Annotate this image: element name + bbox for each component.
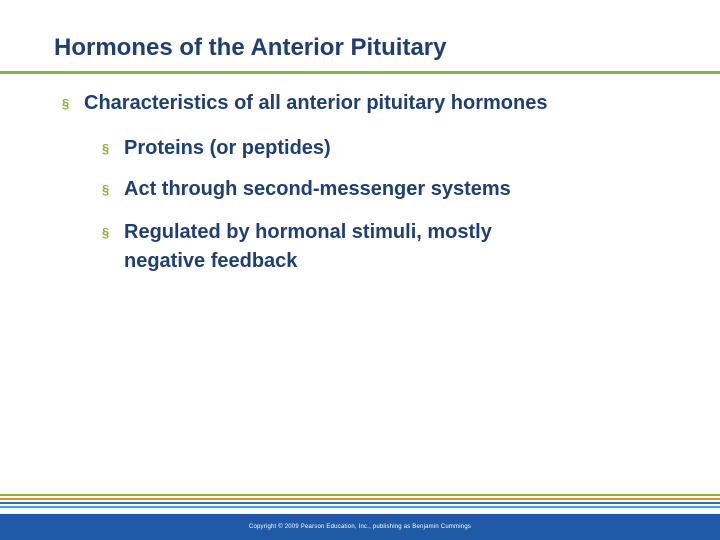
square-bullet-icon: § [62, 96, 70, 111]
bullet-level2 [102, 134, 662, 163]
bullet-level2 [102, 218, 572, 276]
title-underline [0, 71, 720, 74]
bullet-level1 [62, 89, 702, 118]
bullet-level2 [102, 175, 662, 204]
copyright-text: Copyright © 2009 Pearson Education, Inc., publishing as Benjamin Cummings [248, 524, 472, 530]
bullet-text: Regulated by hormonal stimuli, mostly negative feedback [124, 221, 492, 272]
footer-stripes [0, 494, 720, 510]
square-bullet-icon: § [102, 225, 110, 240]
bullet-text: Act through second-messenger systems [124, 178, 511, 200]
slide-title: Hormones of the Anterior Pituitary [54, 34, 447, 61]
square-bullet-icon: § [102, 141, 110, 156]
bullet-text: Characteristics of all anterior pituitary hormones [84, 92, 548, 114]
square-bullet-icon: § [102, 182, 110, 197]
stripe-blue [0, 502, 720, 504]
stripe-teal [0, 506, 720, 508]
stripe-green [0, 494, 720, 496]
bullet-text: Proteins (or peptides) [124, 137, 331, 159]
stripe-orange [0, 498, 720, 500]
